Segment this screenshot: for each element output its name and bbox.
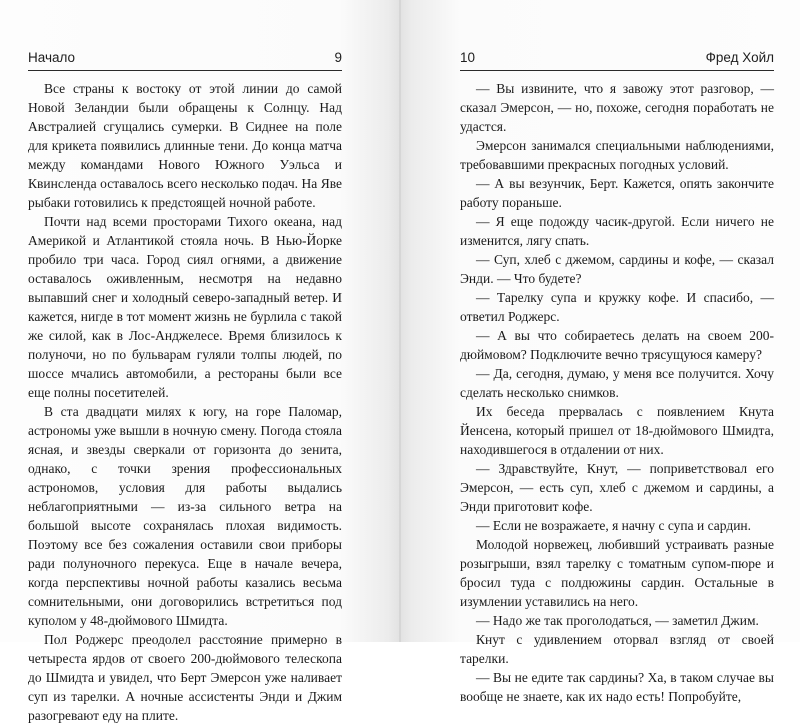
paragraph: — Суп, хлеб с джемом, сардины и кофе, — сказал Энди. — Что будете? — [460, 252, 774, 286]
right-page — [400, 0, 800, 704]
paragraph: — Надо же так проголодаться, — заметил Джим. — [476, 613, 759, 628]
page-number: 9 — [334, 50, 342, 65]
running-title: Начало — [28, 50, 76, 65]
page-number: 10 — [460, 50, 476, 65]
paragraph: — Если не возражаете, я начну с супа и сардин. — [476, 518, 752, 533]
paragraph: Почти над всеми просторами Тихого океана, над Америкой и Атлантикой стояла ночь. В Нью-Йорке пробило три часа. Город сиял огнями, а движение оставалось оживленным, несмотря на недавно выпавший снег и холодный северо-западный ветер. И кажется, нигде в тот момент жизнь не бурлила с такой же силой, как в Лос-Анджелесе. Время близилось к полуночи, но по бульварам гуляли толпы людей, по шоссе мчались автомобили, а рестораны были все еще полны посетителей. — [28, 214, 342, 400]
book-gutter — [399, 0, 401, 642]
paragraph: — Вы извините, что я завожу этот разговор, — сказал Эмерсон, — но, похоже, сегодня поработать не удастся. — [460, 81, 774, 134]
header-rule — [460, 70, 774, 71]
page-body — [460, 79, 774, 706]
paragraph: Все страны к востоку от этой линии до самой Новой Зеландии были обращены к Солнцу. Над Австралией сгущались сумерки. В Сиднее на поле для крикета появились длинные тени. До конца матча между командами Нового Южного Уэльса и Квинсленда оставалось всего несколько подач. На Яве рыбаки готовились к предстоящей ночной работе. — [28, 81, 342, 210]
running-title: Фред Хойл — [705, 50, 774, 65]
page-body — [28, 79, 342, 725]
paragraph: — Вы не едите так сардины? Ха, в таком случае вы вообще не знаете, как их надо есть! Попробуйте, — [460, 670, 774, 704]
paragraph: Их беседа прервалась с появлением Кнута Йенсена, который пришел от 18-дюймового Шмидта, находившегося в отдалении от них. — [460, 404, 774, 457]
paragraph: — Я еще подожду часик-другой. Если ничего не изменится, лягу спать. — [460, 214, 774, 248]
left-page — [0, 0, 400, 723]
header-rule — [28, 70, 342, 71]
paragraph: Эмерсон занимался специальными наблюдениями, требовавшими прекрасных погодных условий. — [460, 138, 774, 172]
paragraph: — А вы что собираетесь делать на своем 200-дюймовом? Подключите вечно трясущуюся камеру? — [460, 328, 774, 362]
paragraph: Кнут с удивлением оторвал взгляд от своей тарелки. — [460, 632, 774, 666]
paragraph: — Да, сегодня, думаю, у меня все получится. Хочу сделать несколько снимков. — [460, 366, 774, 400]
paragraph: Пол Роджерс преодолел расстояние примерно в четыреста ярдов от своего 200-дюймового телескопа до Шмидта и увидел, что Берт Эмерсон уже наливает суп из тарелки. А ночные ассистенты Энди и Джим разогревают еду на плите. — [28, 632, 342, 723]
paragraph: — А вы везунчик, Берт. Кажется, опять закончите работу пораньше. — [460, 176, 774, 210]
paragraph: Молодой норвежец, любивший устраивать разные розыгрыши, взял тарелку с томатным супом-пюре и бросил туда с полдюжины сардин. Остальные в изумлении уставились на него. — [460, 537, 774, 609]
paragraph: — Тарелку супа и кружку кофе. И спасибо, — ответил Роджерс. — [460, 290, 774, 324]
paragraph: — Здравствуйте, Кнут, — поприветствовал его Эмерсон, — есть суп, хлеб с джемом и сардины, а Энди приготовит кофе. — [460, 461, 774, 514]
paragraph: В ста двадцати милях к югу, на горе Паломар, астрономы уже вышли в ночную смену. Погода стояла ясная, и звезды сверкали от горизонта до зенита, однако, с точки зрения профессиональных астрономов, условия для работы выдались неблагоприятными — из-за сильного ветра на большой высоте сохранялась плохая видимость. Поэтому все без сожаления оставили свои приборы ради полуночного перекуса. Еще в начале вечера, когда перспективы ночной работы казались весьма сомнительными, они договорились встретиться под куполом у 48-дюймового Шмидта. — [28, 404, 342, 628]
